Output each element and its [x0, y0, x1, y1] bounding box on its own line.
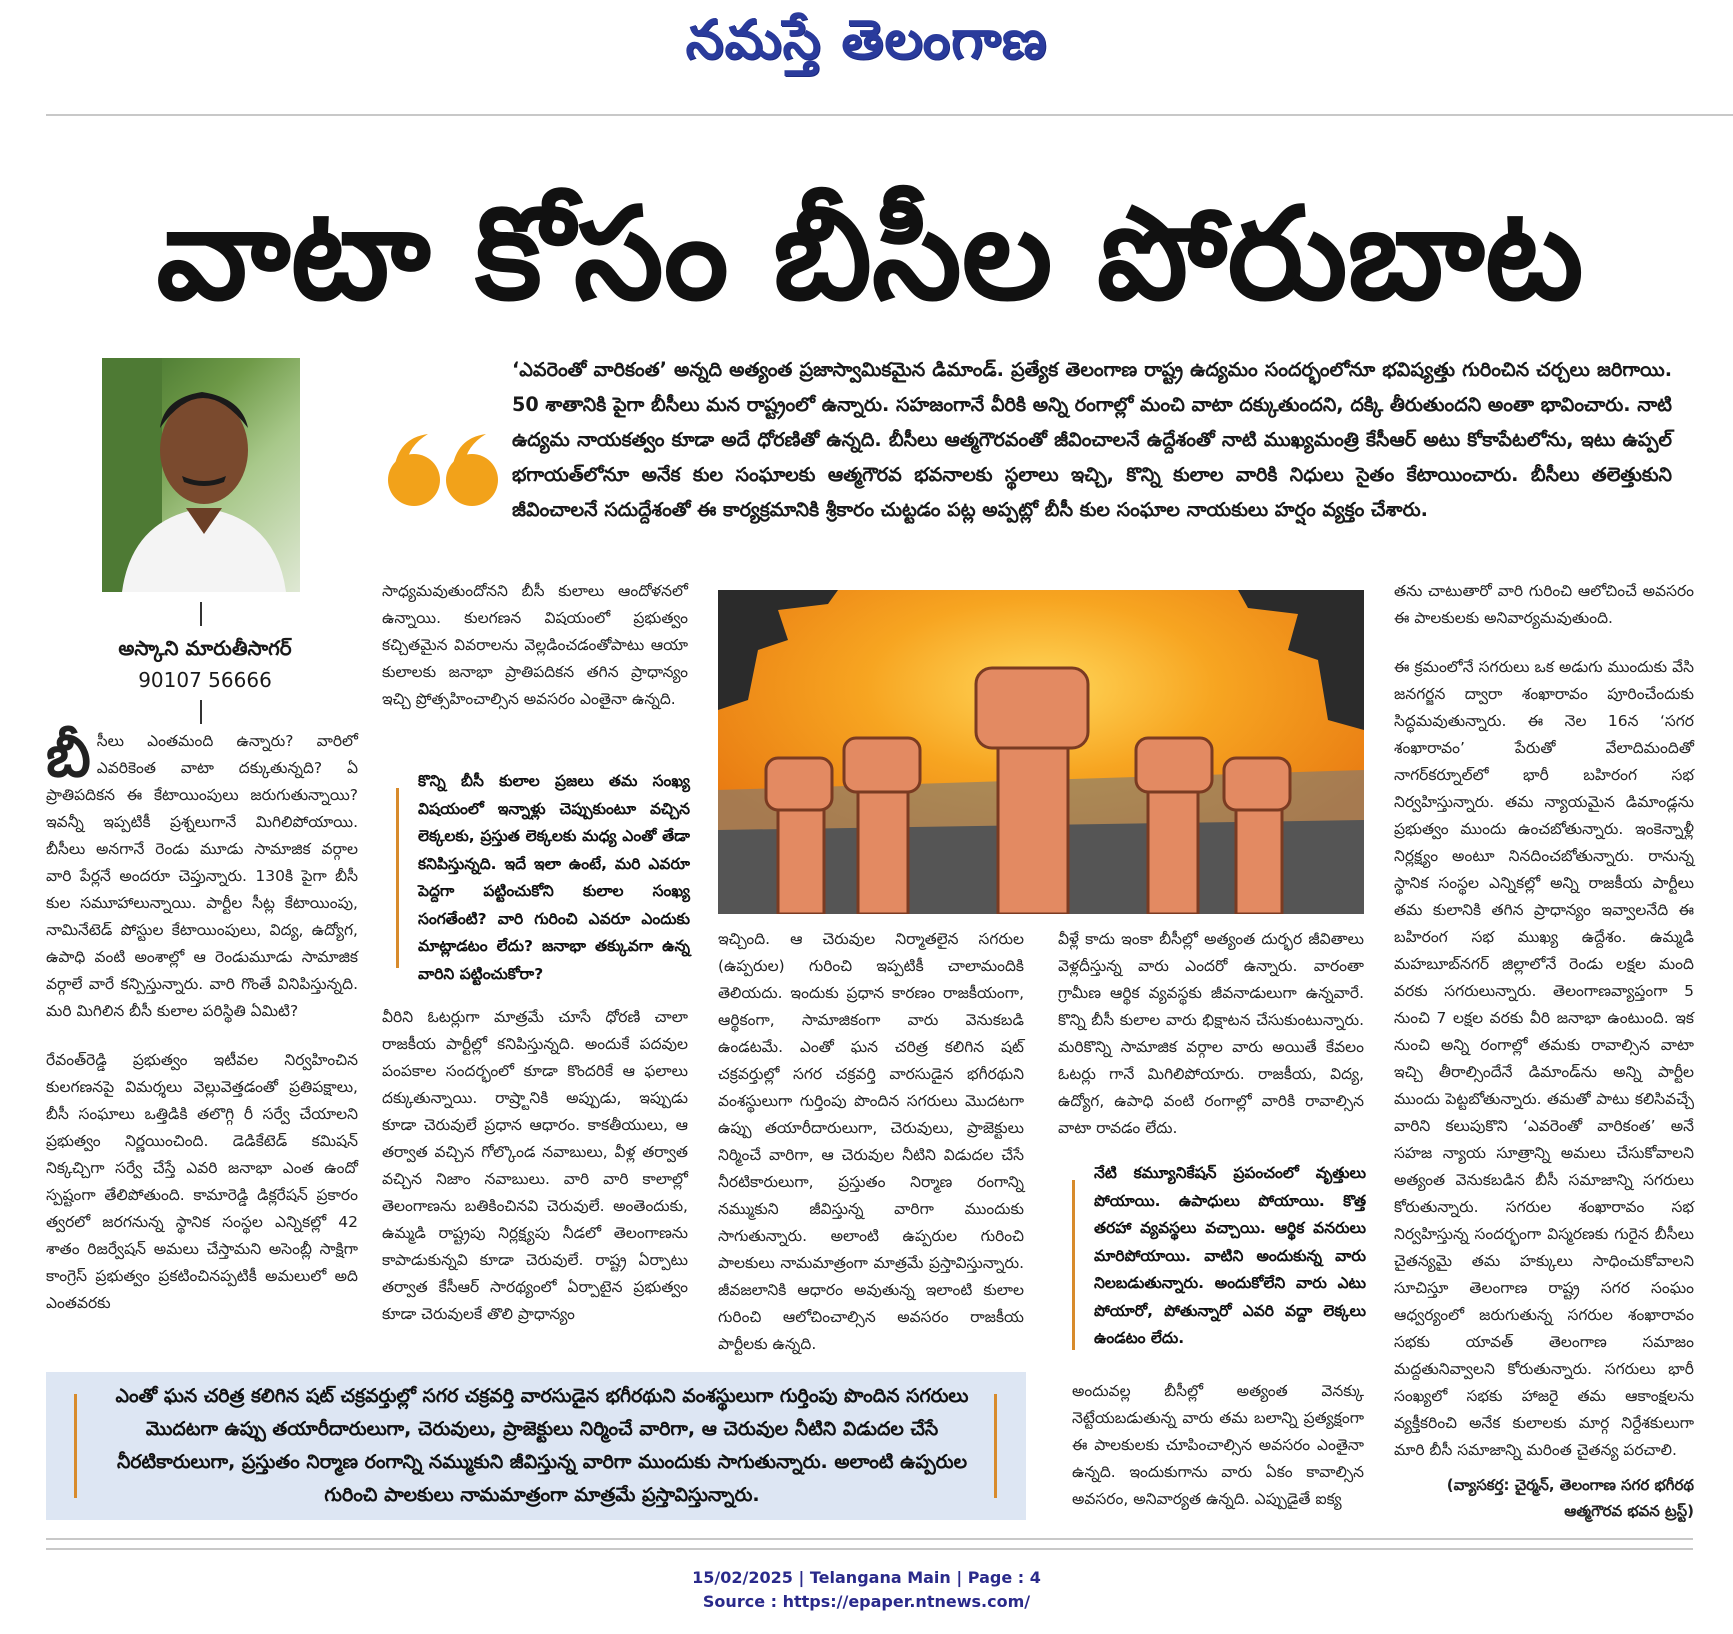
pullquote-1: కొన్ని బీసీ కులాల ప్రజలు తమ సంఖ్య విషయంలో ఇన్నాళ్లు చెప్పుకుంటూ వచ్చిన లెక్కలకు, ప్రస్తుత లెక్కలకు మధ్య ఎంతో తేడా కనిపిస్తున్నది. ఇదే ఇలా ఉంటే, మరి ఎవరూ పెద్దగా పట్టించుకోని కులాల సంఖ్య సంగతేంటి? వారి గురించి ఎవరూ ఎందుకు మాట్లాడటం లేదు? జనాభా తక్కువగా ఉన్న వారిని పట్టించుకోరా? [418, 772, 690, 983]
footer-date-page: 15/02/2025 | Telangana Main | Page : 4 [692, 1568, 1041, 1587]
column-1-paragraph-2: రేవంత్‌రెడ్డి ప్రభుత్వం ఇటీవల నిర్వహించిన కులగణనపై విమర్శలు వెల్లువెత్తడంతో ప్రతిపక్షాలు, బీసీ సంఘాలు ఒత్తిడికి తలొగ్గి రీ సర్వే చేయాలని ప్రభుత్వం నిర్ణయించింది. డెడికేటెడ్ కమిషన్ నిక్కచ్చిగా సర్వే చేస్తే ఎవరి జనాభా ఎంత ఉందో స్పష్టంగా తేలిపోతుంది. కామారెడ్డి డిక్లరేషన్ ప్రకారం త్వరలో జరగనున్న స్థానిక సంస్థల ఎన్నికల్లో 42 శాతం రిజర్వేషన్ అమలు చేస్తామని అసెంబ్లీ సాక్షిగా కాంగ్రెస్ ప్రభుత్వం ప్రకటించినప్పటికీ అమలులో అది ఎంతవరకు [46, 1051, 358, 1312]
column-4 [1058, 926, 1364, 1164]
author-divider-bottom [200, 700, 202, 724]
bottom-quote-bar-left [74, 1394, 77, 1498]
column-5-paragraph-1: తను చాటుతారో వారి గురించి ఆలోచించే అవసరం ఈ పాలకులకు అనివార్యమవుతుంది. [1394, 582, 1694, 627]
footer-source: Source : https://epaper.ntnews.com/ [702, 1592, 1031, 1611]
raised-fists-illustration [718, 590, 1364, 914]
author-phone: 90107 56666 [138, 668, 272, 692]
column-4-paragraph-1: వీళ్లే కాదు ఇంకా బీసీల్లో అత్యంత దుర్భర జీవితాలు వెళ్లదీస్తున్న వారు ఎందరో ఉన్నారు. వారంతా గ్రామీణ ఆర్థిక వ్యవస్థకు జీవనాడులుగా ఉన్నవారే. కొన్ని బీసీ కులాల వారు భిక్షాటన చేసుకుంటున్నారు. మరికొన్ని సామాజిక వర్గాల వారు అయితే కేవలం ఓటర్లు గానే మిగిలిపోయారు. రాజకీయ, విద్య, ఉద్యోగ, ఉపాధి వంటి రంగాల్లో వారికి రావాల్సిన వాటా రావడం లేదు. [1058, 930, 1364, 1137]
column-1-text-1: సీలు ఎంతమంది ఉన్నారు? వారిలో ఎవరికెంత వాటా దక్కుతున్నది? ఏ ప్రాతిపదికన ఈ కేటాయింపులు జరుగుతున్నాయి? ఇవన్నీ ఇప్పటికీ ప్రశ్నలుగానే మిగిలిపోయాయి. బీసీలు అనగానే రెండు మూడు సామాజిక వర్గాల వారి పేర్లనే అందరూ చెప్తున్నారు. 130కి పైగా బీసీ కుల సమూహాలున్నాయి. పార్టీల సీట్ల కేటాయింపు, నామినేటెడ్ పోస్టుల కేటాయింపులు, విద్య, ఉద్యోగ, ఉపాధి వంటి అంశాల్లో ఆ రెండుమూడు సామాజిక వర్గాలే వారే కన్పిస్తున్నారు. వారి గొంతే వినిపిస్తున్నది. మరి మిగిలిన బీసీ కులాల పరిస్థితి ఏమిటి? [46, 732, 358, 1020]
bottom-quote: ఎంతో ఘన చరిత్ర కలిగిన షట్ చక్రవర్తుల్లో సగర చక్రవర్తి వారసుడైన భగీరథుని వంశస్థులుగా గుర్తింపు పొందిన సగరులు మొదటగా ఉప్పు తయారీదారులుగా, చెరువులు, ప్రాజెక్టులు నిర్మించే వారిగా, ఆ చెరువుల నీటిని విడుదల చేసే నీరటికారులుగా, ప్రస్తుతం నిర్మాణ రంగాన్ని నమ్ముకుని జీవిస్తున్న వారిగా ముందుకు సాగుతున్నారు. అలాంటి ఉప్పరుల గురించి పాలకులు నామమాత్రంగా మాత్రమే ప్రస్తావిస్తున్నారు. [115, 1385, 969, 1506]
bottom-rule-1 [46, 1538, 1693, 1540]
quote-mark-icon [384, 430, 504, 510]
column-4-paragraph-2: అందువల్ల బీసీల్లో అత్యంత వెనక్కు నెట్టేయబడుతున్న వారు తమ బలాన్ని ప్రత్యక్షంగా ఈ పాలకులకు చూపించాల్సిన అవసరం ఎంతైనా ఉన్నది. ఇందుకుగాను వారు ఏకం కావాల్సిన అవసరం, అనివార్యత ఉన్నది. ఎప్పుడైతే ఐక్య [1072, 1382, 1364, 1508]
column-2b [382, 1004, 688, 1350]
column-1-paragraph-1 [46, 722, 358, 1025]
author-portrait-icon [102, 358, 300, 592]
column-4b [1072, 1378, 1364, 1535]
bottom-quote-bar-right [994, 1394, 997, 1498]
intro-paragraph: ‘ఎవరెంతో వారికంత’ అన్నది అత్యంత ప్రజాస్వామికమైన డిమాండ్. ప్రత్యేక తెలంగాణ రాష్ట్ర ఉద్యమం సందర్భంలోనూ భవిష్యత్తు గురించిన చర్చలు జరిగాయి. 50 శాతానికి పైగా బీసీలు మన రాష్ట్రంలో ఉన్నారు. సహజంగానే వీరికి అన్ని రంగాల్లో మంచి వాటా దక్కుతుందని, దక్కి తీరుతుందని అంతా భావించారు. నాటి ఉద్యమ నాయకత్వం కూడా అదే ధోరణితో ఉన్నది. బీసీలు ఆత్మగౌరవంతో జీవించాలనే ఉద్దేశంతో నాటి ముఖ్యమంత్రి కేసీఆర్ అటు కోకాపేటలోను, ఇటు ఉప్పల్ భగాయత్‌లోనూ అనేక కుల సంఘాలకు ఆత్మగౌరవ భవనాలకు స్థలాలు ఇచ్చి, కొన్ని కులాల వారికి నిధులు సైతం కేటాయించారు. బీసీలు తలెత్తుకుని జీవించాలనే సదుద్దేశంతో ఈ కార్యక్రమానికి శ్రీకారం చుట్టడం పట్ల అప్పట్లో బీసీ కుల సంఘాల నాయకులు హర్షం వ్యక్తం చేశారు. [512, 358, 1672, 521]
dropcap: బీ [46, 722, 91, 790]
author-credit: (వ్యాసకర్త: చైర్మన్, తెలంగాణ సగర భగీరథ ఆత్మగౌరవ భవన ట్రస్ట్) [1446, 1476, 1694, 1520]
column-2 [382, 578, 688, 735]
column-3 [718, 926, 1024, 1380]
author-divider-top [200, 602, 202, 626]
column-2-paragraph-1: సాధ్యమవుతుందోనని బీసీ కులాలు ఆందోళనలో ఉన్నాయి. కులగణన విషయంలో ప్రభుత్వం కచ్చితమైన వివరాలను వెల్లడించడంతోపాటు ఆయా కులాలకు జనాభా ప్రాతిపదికన తగిన ప్రాధాన్యం ఇచ్చి ప్రోత్సహించాల్సిన అవసరం ఎంతైనా ఉన్నది. [382, 582, 688, 708]
column-5 [1394, 578, 1694, 1524]
pullquote-1-bar [396, 788, 399, 968]
pullquote-2-bar [1072, 1180, 1075, 1350]
pullquote-2: నేటి కమ్యూనికేషన్ ప్రపంచంలో వృత్తులు పోయాయి. ఉపాధులు పోయాయి. కొత్త తరహా వ్యవస్థలు వచ్చాయి. ఆర్థిక వనరులు మారిపోయాయి. వాటిని అందుకున్న వారు నిలబడుతున్నారు. అందుకోలేని వారు ఎటు పోయారో, పోతున్నారో ఎవరి వద్దా లెక్కలు ఉండటం లేదు. [1094, 1164, 1366, 1347]
headline: వాటా కోసం బీసీల పోరుబాట [156, 180, 1584, 329]
column-3-paragraph-1: ఇచ్చింది. ఆ చెరువుల నిర్మాతలైన సగరుల (ఉప్పరుల) గురించి ఇప్పటికీ చాలామందికి తెలియదు. ఇందుకు ప్రధాన కారణం రాజకీయంగా, ఆర్థికంగా, సామాజికంగా వారు వెనుకబడి ఉండటమే. ఎంతో ఘన చరిత్ర కలిగిన షట్ చక్రవర్తుల్లో సగర చక్రవర్తి వారసుడైన భగీరథుని వంశస్థులుగా గుర్తింపు పొందిన సగరులు మొదటగా ఉప్పు తయారీదారులుగా, చెరువులు, ప్రాజెక్టులు నిర్మించే వారిగా, ఆ చెరువుల నీటిని విడుదల చేసే నీరటికారులుగా, ప్రస్తుతం నిర్మాణ రంగాన్ని నమ్ముకుని జీవిస్తున్న వారిగా ముందుకు సాగుతున్నారు. అలాంటి ఉప్పరుల గురించి పాలకులు నామమాత్రంగా మాత్రమే ప్రస్తావిస్తున్నారు. జీవజలానికి ఆధారం అవుతున్న ఇలాంటి కులాల గురించి ఆలోచించాల్సిన అవసరం రాజకీయ పార్టీలకు ఉన్నది. [718, 930, 1024, 1353]
column-2-paragraph-2: వీరిని ఓటర్లుగా మాత్రమే చూసే ధోరణి చాలా రాజకీయ పార్టీల్లో కనిపిస్తున్నది. అందుకే పదవుల పంపకాల సందర్భంలో కూడా కొందరికే ఆ ఫలాలు దక్కుతున్నాయి. రాష్ర్టానికి అప్పుడు, ఇప్పుడు కూడా చెరువులే ప్రధాన ఆధారం. కాకతీయులు, ఆ తర్వాత వచ్చిన గోల్కొండ నవాబులు, వీళ్ల తర్వాత వచ్చిన నిజాం నవాబులు. వారి వారి కాలాల్లో తెలంగాణను బతికించినవి చెరువులే. అంతెందుకు, ఉమ్మడి రాష్ట్రపు నిర్లక్ష్యపు నీడలో తెలంగాణను కాపాడుకున్నవి కూడా చెరువులే. రాష్ట్ర ఏర్పాటు తర్వాత కేసీఆర్ సారథ్యంలో ఏర్పాటైన ప్రభుత్వం కూడా చెరువులకే తొలి ప్రాధాన్యం [382, 1008, 688, 1323]
top-rule [46, 114, 1733, 116]
column-5-paragraph-2: ఈ క్రమంలోనే సగరులు ఒక అడుగు ముందుకు వేసి జనగర్జన ద్వారా శంఖారావం పూరించేందుకు సిద్ధమవుతున్నారు. ఈ నెల 16న ‘సగర శంఖారావం’ పేరుతో వేలాదిమందితో నాగర్‌కర్నూల్‌లో భారీ బహిరంగ సభ నిర్వహిస్తున్నారు. తమ న్యాయమైన డిమాండ్లను ప్రభుత్వం ముందు ఉంచబోతున్నారు. ఇంకెన్నాళ్లీ నిర్లక్ష్యం అంటూ నినదించబోతున్నారు. రానున్న స్థానిక సంస్థల ఎన్నికల్లో అన్ని రాజకీయ పార్టీలు తమ కులానికి తగిన ప్రాధాన్యం ఇవ్వాలనేది ఈ బహిరంగ సభ ముఖ్య ఉద్దేశం. ఉమ్మడి మహబూబ్‌నగర్ జిల్లాలోనే రెండు లక్షల మంది వరకు సగరులున్నారు. తెలంగాణవ్యాప్తంగా 5 నుంచి 7 లక్షల వరకు వీరి జనాభా ఉంటుంది. ఇక నుంచి అన్ని రంగాల్లో తమకు రావాల్సిన వాటా ఇచ్చి తీరాల్సిందేనే డిమాండ్‌ను అన్ని పార్టీల ముందు పెట్టబోతున్నారు. తమతో పాటు కలిసివచ్చే వారిని కలుపుకొని ‘ఎవరెంతో వారికంత’ అనే సహజ న్యాయ సూత్రాన్ని అమలు చేసుకోవాలని అత్యంత వెనుకబడిన బీసీ సమాజాన్ని సగరులు కోరుతున్నారు. సగరుల శంఖారావం సభ నిర్వహిస్తున్న సందర్భంగా విస్మరణకు గురైన బీసీలు చైతన్యమై తమ హక్కులు సాధించుకోవాలని సూచిస్తూ తెలంగాణ రాష్ట్ర సగర సంఘం ఆధ్వర్యంలో జరుగుతున్న సగరుల శంఖారావం సభకు యావత్ తెలంగాణ సమాజం మద్దతునివ్వాలని కోరుతున్నారు. సగరులు భారీ సంఖ్యలో సభకు హాజరై తమ ఆకాంక్షలను వ్యక్తీకరించి అనేక కులాలకు మార్గ నిర్దేశకులుగా మారి బీసీ సమాజాన్ని మరింత చైతన్య పరచాలి. [1394, 658, 1694, 1459]
author-name: అస్కాని మారుతీసాగర్ [118, 636, 292, 660]
column-1 [46, 722, 358, 1339]
masthead-logo: నమస్తే తెలంగాణ [685, 8, 1048, 71]
author-photo [102, 358, 300, 592]
bottom-rule-2 [46, 1548, 1693, 1550]
